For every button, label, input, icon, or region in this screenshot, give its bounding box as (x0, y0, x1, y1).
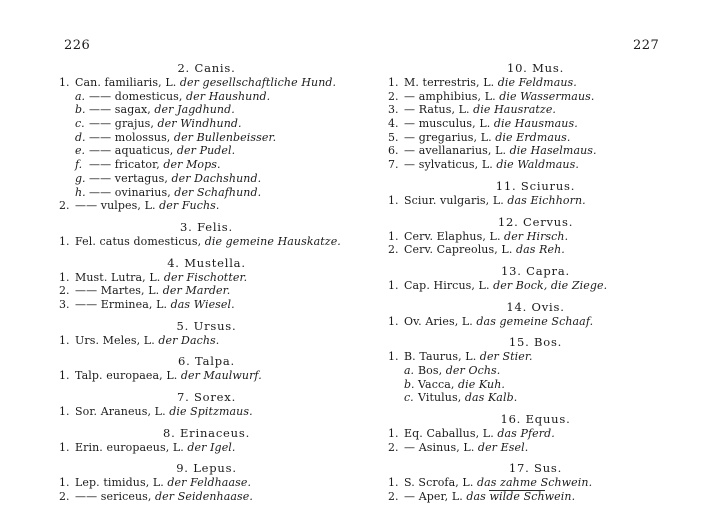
entry-number: 1. (59, 333, 70, 347)
latin-name: —— sagax, (89, 103, 151, 117)
species-entry (388, 131, 683, 145)
genus-section (59, 460, 354, 503)
variety-entry (59, 90, 354, 104)
variety-entry (59, 117, 354, 131)
genus-heading: 12. Cervus. (497, 214, 574, 229)
genus-heading: 6. Talpa. (177, 354, 235, 369)
latin-name: — Aper, L. (404, 490, 463, 504)
species-entry (388, 144, 683, 158)
entry-number: 1. (59, 476, 70, 490)
latin-name: —— vertagus, (89, 171, 168, 185)
latin-name: Lep. timidus, L. (75, 476, 164, 490)
entry-number: 1. (388, 193, 399, 207)
german-name: der Seidenhaase. (155, 490, 253, 504)
species-entry (388, 158, 683, 172)
latin-name: — Asinus, L. (404, 440, 475, 454)
genus-heading: 5. Ursus. (176, 318, 237, 333)
entry-number: 2. (388, 490, 399, 504)
latin-name: — musculus, L. (404, 117, 491, 131)
left-column (59, 60, 354, 504)
genus-heading: 10. Mus. (506, 61, 565, 75)
entry-number: 1. (388, 314, 399, 328)
german-name: der Feldhaase. (167, 476, 252, 490)
genus-section (388, 263, 683, 293)
species-entry (388, 441, 683, 455)
species-entry (59, 476, 354, 490)
genus-heading: 9. Lepus. (176, 461, 237, 476)
species-entry (59, 76, 354, 90)
latin-name: Ov. Aries, L. (404, 314, 473, 328)
german-name: die Hausratze. (473, 103, 557, 117)
latin-name: —— aquaticus, (89, 144, 174, 158)
latin-name: M. terrestris, L. (404, 76, 495, 89)
german-name: der Bock, die Ziege. (493, 278, 608, 292)
genus-section (388, 178, 683, 208)
variety-entry (59, 158, 354, 172)
german-name: die Kuh. (457, 377, 505, 391)
genus-heading: 11. Sciurus. (495, 178, 576, 193)
latin-name: Erin. europaeus, L. (75, 440, 184, 454)
latin-name: —— Erminea, L. (75, 297, 168, 311)
entry-number: 2. (388, 243, 399, 257)
entry-number: 1. (59, 405, 70, 418)
latin-name: S. Scrofa, L. (404, 476, 474, 490)
species-entry (59, 490, 354, 504)
genus-section (59, 60, 354, 213)
variety-entry (59, 172, 354, 186)
entry-number: 1. (388, 350, 399, 364)
german-name: die Waldmaus. (496, 158, 579, 172)
german-name: der Igel. (187, 440, 236, 454)
genus-section (59, 353, 354, 383)
page-number: 227 (633, 38, 660, 53)
variety-entry (59, 186, 354, 200)
latin-name: Cerv. Elaphus, L. (404, 229, 501, 243)
latin-name: Sor. Araneus, L. (75, 405, 166, 418)
german-name: das Reh. (515, 243, 565, 257)
latin-name: Vitulus, (418, 391, 462, 405)
entry-number: 1. (59, 369, 70, 383)
german-name: die Haselmaus. (509, 144, 597, 158)
species-entry (388, 103, 683, 117)
latin-name: Eq. Caballus, L. (404, 427, 494, 440)
species-entry (59, 271, 354, 285)
german-name: der Pudel. (176, 144, 236, 158)
german-name: das Eichhorn. (507, 193, 586, 207)
entry-number: 1. (388, 427, 399, 440)
latin-name: Sciur. vulgaris, L. (404, 193, 504, 207)
german-name: der Ochs. (445, 363, 501, 377)
entry-number: 2. (388, 89, 399, 103)
genus-heading: 15. Bos. (508, 335, 563, 350)
genus-section (388, 214, 683, 257)
german-name: der Dachshund. (171, 171, 262, 185)
entry-number: 7. (388, 158, 399, 172)
latin-name: —— grajus, (89, 117, 154, 131)
genus-section (388, 334, 683, 405)
latin-name: —— fricator, (89, 158, 160, 172)
german-name: der gesellschaftliche Hund. (179, 76, 337, 89)
german-name: das Wiesel. (170, 297, 235, 311)
species-entry (388, 350, 683, 364)
entry-number: 1. (59, 440, 70, 454)
variety-entry (59, 103, 354, 117)
entry-number: 3. (59, 297, 70, 311)
latin-name: Fel. catus domesticus, (75, 234, 202, 248)
page-number: 226 (64, 38, 91, 53)
genus-section (59, 219, 354, 249)
german-name: die Erdmaus. (495, 130, 571, 144)
latin-name: Must. Lutra, L. (75, 270, 161, 284)
german-name: der Haushund. (185, 89, 271, 103)
species-entry (388, 279, 683, 293)
species-entry (388, 230, 683, 244)
species-entry (388, 476, 683, 490)
entry-number: b. (75, 103, 86, 117)
species-entry (388, 490, 683, 504)
latin-name: Vacca, (418, 377, 455, 391)
entry-number: f. (75, 158, 83, 172)
variety-entry (59, 144, 354, 158)
german-name: der Jagdhund. (154, 103, 235, 117)
latin-name: —— vulpes, L. (75, 199, 156, 213)
species-entry (59, 441, 354, 455)
german-name: die Wassermaus. (499, 89, 595, 103)
genus-heading: 13. Capra. (501, 263, 570, 278)
entry-number: a. (75, 89, 86, 103)
species-entry (59, 199, 354, 213)
latin-name: Cerv. Capreolus, L. (404, 243, 513, 257)
species-entry (388, 90, 683, 104)
species-entry (388, 76, 683, 90)
entry-number: h. (75, 185, 86, 199)
variety-entry (388, 391, 683, 405)
latin-name: —— Martes, L. (75, 284, 160, 298)
german-name: der Fuchs. (159, 199, 220, 213)
entry-number: e. (75, 144, 86, 158)
german-name: der Esel. (477, 440, 529, 454)
latin-name: — amphibius, L. (404, 89, 496, 103)
entry-number: d. (75, 130, 86, 144)
latin-name: —— molossus, (89, 130, 171, 144)
german-name: das Pferd. (497, 427, 555, 440)
latin-name: — Ratus, L. (404, 103, 470, 117)
entry-number: 2. (59, 199, 70, 213)
species-entry (388, 117, 683, 131)
species-entry (59, 405, 354, 419)
entry-number: 5. (388, 130, 399, 144)
genus-section (59, 389, 354, 419)
entry-number: 6. (388, 144, 399, 158)
variety-entry (388, 378, 683, 392)
genus-heading: 8. Erinaceus. (162, 425, 251, 440)
entry-number: 1. (59, 270, 70, 284)
german-name: die gemeine Hauskatze. (204, 234, 341, 248)
entry-number: 3. (388, 103, 399, 117)
latin-name: Urs. Meles, L. (75, 333, 155, 347)
latin-name: — sylvaticus, L. (404, 158, 493, 172)
species-entry (388, 243, 683, 257)
species-entry (388, 194, 683, 208)
german-name: der Mops. (163, 158, 221, 172)
german-name: der Hirsch. (504, 229, 569, 243)
entry-number: 1. (59, 76, 70, 89)
entry-number: 4. (388, 117, 399, 131)
genus-section (59, 425, 354, 455)
entry-number: g. (75, 171, 86, 185)
german-name: der Fischotter. (163, 270, 248, 284)
latin-name: Talp. europaea, L. (75, 369, 178, 383)
variety-entry (388, 364, 683, 378)
latin-name: —— ovinarius, (89, 185, 171, 199)
latin-name: — avellanarius, L. (404, 144, 507, 158)
latin-name: —— sericeus, (75, 490, 152, 504)
german-name: der Bullenbeisser. (173, 130, 277, 144)
german-name: die Hausmaus. (493, 117, 578, 131)
species-entry (59, 334, 354, 348)
species-entry (388, 315, 683, 329)
species-entry (59, 235, 354, 249)
latin-name: —— domesticus, (89, 89, 183, 103)
closing-rule (489, 490, 545, 491)
german-name: der Stier. (479, 350, 533, 364)
german-name: die Feldmaus. (497, 76, 577, 89)
entry-number: a. (404, 363, 415, 377)
right-page (361, 0, 722, 512)
genus-heading: 3. Felis. (180, 219, 233, 234)
entry-number: 1. (388, 476, 399, 490)
latin-name: Bos, (418, 363, 443, 377)
genus-section (59, 318, 354, 348)
german-name: der Marder. (162, 284, 231, 298)
genus-section (388, 411, 683, 454)
german-name: das zahme Schwein. (476, 476, 593, 490)
latin-name: B. Taurus, L. (404, 350, 477, 364)
genus-heading: 14. Ovis. (506, 299, 565, 314)
variety-entry (59, 131, 354, 145)
entry-number: 1. (388, 229, 399, 243)
right-column (388, 60, 683, 504)
german-name: der Schafhund. (174, 185, 262, 199)
genus-heading: 17. Sus. (508, 461, 563, 476)
genus-heading: 4. Mustella. (167, 255, 246, 270)
genus-heading: 7. Sorex. (176, 390, 237, 404)
genus-section (388, 60, 683, 172)
genus-section (388, 460, 683, 503)
german-name: der Windhund. (157, 117, 242, 131)
species-entry (59, 298, 354, 312)
latin-name: Can. familiaris, L. (75, 76, 177, 89)
latin-name: — gregarius, L. (404, 130, 492, 144)
genus-heading: 2. Canis. (177, 61, 236, 75)
entry-number: 1. (388, 278, 399, 292)
entry-number: 1. (59, 234, 70, 248)
entry-number: 2. (388, 440, 399, 454)
entry-number: b. (404, 377, 415, 391)
species-entry (388, 427, 683, 441)
german-name: das Kalb. (464, 391, 518, 405)
species-entry (59, 369, 354, 383)
genus-section (59, 255, 354, 312)
german-name: die Spitzmaus. (169, 405, 253, 418)
entry-number: c. (75, 117, 85, 131)
german-name: das wilde Schwein. (466, 490, 576, 504)
entry-number: 2. (59, 284, 70, 298)
latin-name: Cap. Hircus, L. (404, 278, 490, 292)
entry-number: c. (404, 391, 414, 405)
german-name: das gemeine Schaaf. (476, 314, 594, 328)
german-name: der Dachs. (158, 333, 220, 347)
species-entry (59, 284, 354, 298)
entry-number: 2. (59, 490, 70, 504)
genus-heading: 16. Equus. (500, 412, 571, 426)
genus-section (388, 299, 683, 329)
entry-number: 1. (388, 76, 399, 89)
german-name: der Maulwurf. (180, 369, 262, 383)
